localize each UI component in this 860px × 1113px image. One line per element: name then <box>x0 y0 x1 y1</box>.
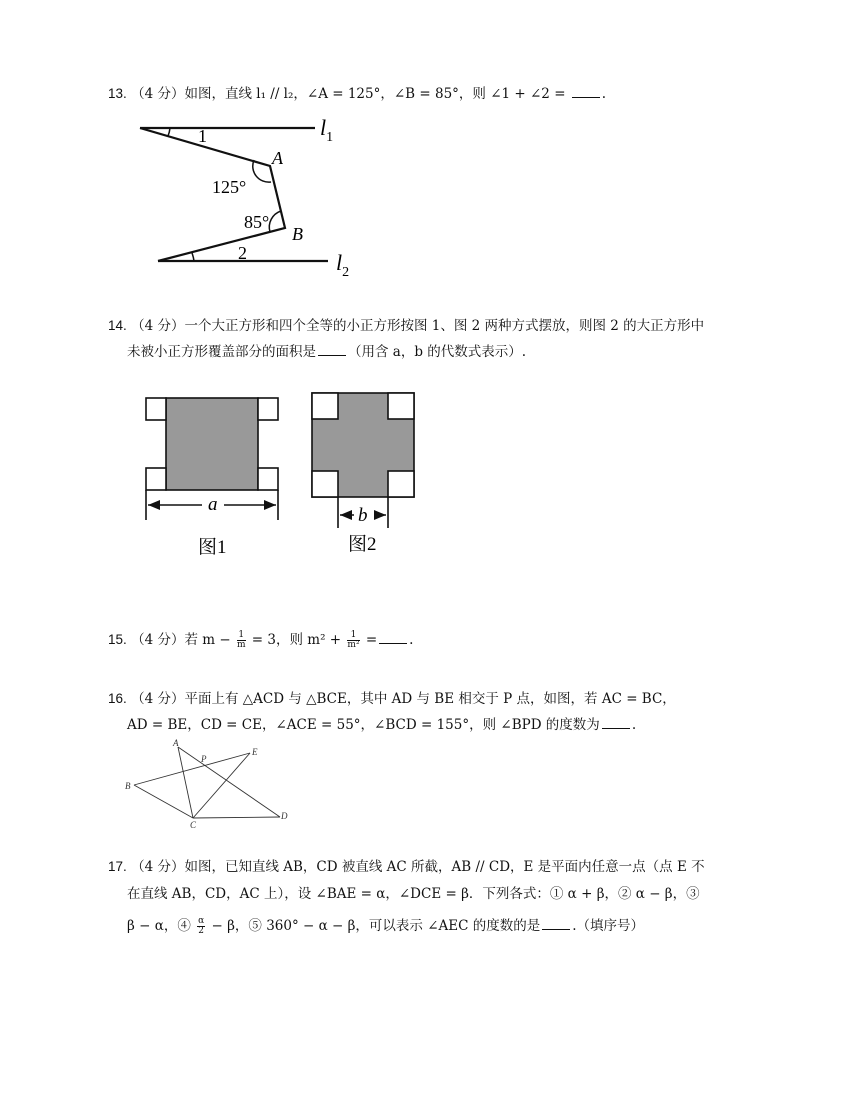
fig2-small-square <box>312 471 338 497</box>
fig2-small-square <box>388 393 414 419</box>
label-P: P <box>201 754 207 764</box>
figure-q13 <box>130 110 370 285</box>
answer-blank[interactable] <box>602 716 630 729</box>
label-125: 125° <box>212 177 247 197</box>
question-text: （4 分）一个大正方形和四个全等的小正方形按图 1、图 2 两种方式摆放，则图 2 的大正方形中 <box>131 318 705 334</box>
question-17-line2: 在直线 AB，CD，AC 上），设 ∠BAE = α，∠DCE = β．下列各式：① α + β，② α − β，③ <box>127 886 700 902</box>
label-a: a <box>208 494 218 515</box>
fig1-small-square <box>258 468 278 490</box>
caption-fig2: 图2 <box>348 534 377 555</box>
answer-blank[interactable] <box>572 85 600 98</box>
figure-q16 <box>122 738 297 830</box>
fig2-small-square <box>388 471 414 497</box>
question-16 <box>108 689 676 709</box>
label-B: B <box>125 781 131 791</box>
question-13 <box>108 84 606 104</box>
answer-blank[interactable] <box>542 917 570 930</box>
fig2-small-square <box>312 393 338 419</box>
question-number: 14. <box>108 318 127 333</box>
question-15: 15. （4 分）若 m − $\frac{1}{m}$ = 3，则 m² + $\frac{1}{\text{m²}}$ = . <box>108 630 414 650</box>
fraction-1-over-m: $\frac{1}{m}$ <box>236 630 246 650</box>
label-b: b <box>358 505 368 526</box>
figure-q14 <box>140 388 430 568</box>
question-number: 13. <box>108 86 127 101</box>
label-B: B <box>292 224 303 244</box>
label-D: D <box>281 811 288 821</box>
period: . <box>601 86 607 102</box>
label-angle-1: 1 <box>198 126 207 146</box>
question-17-line3: β − α，④ $\frac{\alpha}{2}$ − β，⑤ 360° − α − β，可以表示 ∠AEC 的度数的是 .（填序号） <box>127 916 645 936</box>
fraction-1-over-m2: $\frac{1}{\text{m²}}$ <box>347 630 360 650</box>
caption-fig1: 图1 <box>198 537 227 558</box>
answer-blank[interactable] <box>318 343 346 356</box>
question-number: 17. <box>108 859 127 874</box>
fraction-alpha-over-2: $\frac{\alpha}{2}$ <box>198 916 205 936</box>
label-E: E <box>252 747 258 757</box>
fig1-small-square <box>146 398 166 420</box>
question-text: （4 分）平面上有 △ACD 与 △BCE，其中 AD 与 BE 相交于 P 点，如图，若 AC = BC， <box>131 691 676 707</box>
fig1-small-square <box>258 398 278 420</box>
fig1-big-square <box>166 398 258 490</box>
label-l1: $l_1$ <box>320 115 334 145</box>
question-text: （4 分）如图，已知直线 AB，CD 被直线 AC 所截，AB // CD，E 是平面内任意一点（点 E 不 <box>131 859 705 875</box>
fig1-small-square <box>146 468 166 490</box>
question-17 <box>108 857 705 877</box>
label-A: A <box>173 738 179 748</box>
label-85: 85° <box>244 212 270 232</box>
question-14-line2: 未被小正方形覆盖部分的面积是 （用含 a，b 的代数式表示）. <box>127 344 527 360</box>
label-angle-2: 2 <box>238 243 247 263</box>
question-16-line2: AD = BE，CD = CE，∠ACE = 55°，∠BCD = 155°，则 ∠BPD 的度数为 . <box>127 717 637 733</box>
question-number: 16. <box>108 691 127 706</box>
question-number: 15. <box>108 632 127 647</box>
question-text: （4 分）如图，直线 l₁ // l₂，∠A = 125°，∠B = 85°，则 ∠1 + ∠2 = <box>131 86 570 102</box>
question-14 <box>108 316 704 336</box>
answer-blank[interactable] <box>379 631 407 644</box>
label-C: C <box>190 820 197 830</box>
label-A: A <box>272 148 283 168</box>
label-l2: $l_2$ <box>336 250 350 280</box>
